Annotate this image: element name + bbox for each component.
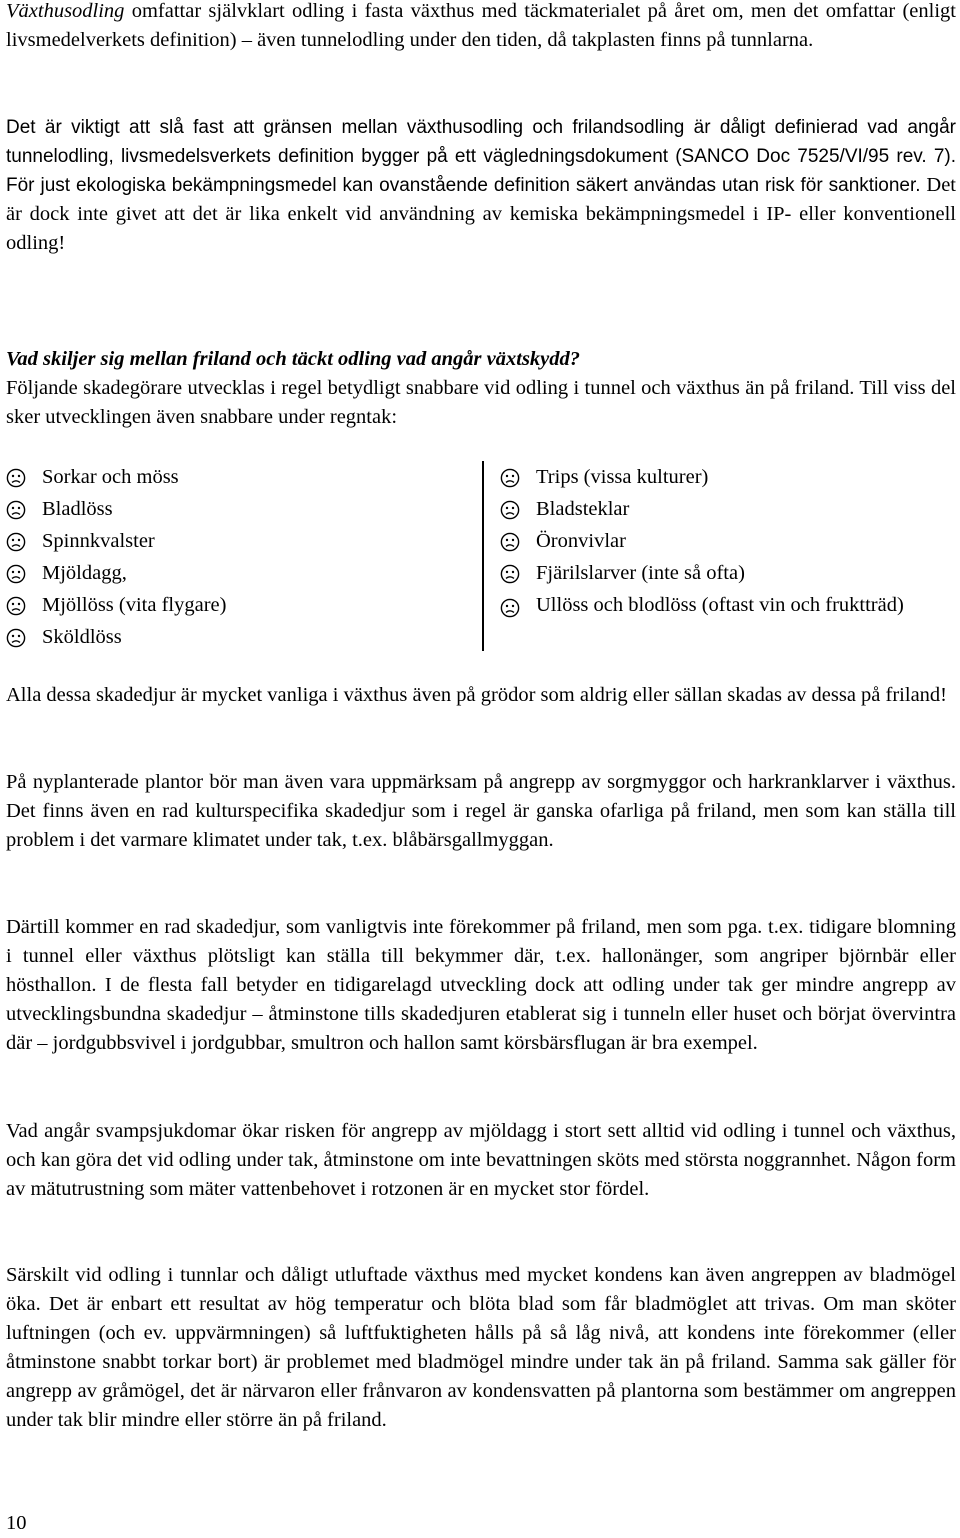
list-item: [500, 591, 956, 620]
list-item: [6, 589, 476, 621]
pest-list-right: [482, 461, 956, 651]
pest-list-left: [6, 461, 476, 653]
frown-face-icon: [500, 564, 520, 584]
list-item: [500, 557, 956, 589]
body-paragraph-1: [6, 681, 956, 710]
pest-label: Ullöss och blodlöss (oftast vin och fruktträd): [536, 594, 904, 616]
intro-paragraph: [6, 0, 956, 55]
body-paragraph-5: [6, 1261, 956, 1435]
frown-face-icon: [500, 468, 520, 488]
definition-sans-text: Det är viktigt att slå fast att gränsen mellan växthusodling och frilandsodling är dåligt definierad vad angår tunnelodling, livsmedelsverkets definition bygger på ett vägledningsdokument (SANCO Doc 7525/VI/95 rev. 7). För just ekologiska bekämpningsmedel kan ovanstående definition säkert användas utan risk för sanktioner.: [6, 117, 956, 196]
pest-label: Öronvivlar: [536, 530, 626, 552]
frown-face-icon: [500, 598, 520, 618]
pest-label: Trips (vissa kulturer): [536, 466, 709, 488]
document-page: [6, 0, 956, 1537]
list-item: [500, 525, 956, 557]
body-paragraph-2: [6, 768, 956, 855]
definition-paragraph: [6, 113, 956, 258]
intro-term: Växthusodling: [6, 0, 125, 22]
pest-label: Sorkar och möss: [42, 466, 179, 488]
pest-label: Fjärilslarver (inte så ofta): [536, 562, 745, 584]
list-item: [500, 461, 956, 493]
pest-label: Sköldlöss: [42, 626, 122, 648]
list-item: [6, 493, 476, 525]
list-item: [6, 525, 476, 557]
frown-face-icon: [6, 564, 26, 584]
section-heading: [6, 345, 956, 374]
definition-serif-text: Det är dock inte givet att det är lika enkelt vid användning av kemiska bekämpningsmedel i IP- eller konventionell odling!: [6, 174, 956, 254]
paragraph-text: På nyplanterade plantor bör man även vara uppmärksam på angrepp av sorgmyggor och harkranklarver i växthus. Det finns även en rad kulturspecifika skadedjur som i regel är ganska ofarliga på friland, men som kan ställa till problem i det varmare klimatet under tak, t.ex. blåbärsgallmyggan.: [6, 771, 956, 851]
frown-face-icon: [6, 596, 26, 616]
frown-face-icon: [6, 532, 26, 552]
paragraph-text: Vad angår svampsjukdomar ökar risken för angrepp av mjöldagg i stort sett alltid vid odling i tunnel och växthus, och kan göra det vid odling under tak, åtminstone om inte bevattningen sköts med största noggrannhet. Någon form av mätutrustning som mäter vattenbehovet i rotzonen är en mycket stor fördel.: [6, 1120, 956, 1200]
list-item: [6, 557, 476, 589]
page-number: 10: [6, 1512, 27, 1534]
frown-face-icon: [6, 500, 26, 520]
pest-label: Mjöldagg,: [42, 562, 127, 584]
section-intro: [6, 374, 956, 432]
paragraph-text: Särskilt vid odling i tunnlar och dåligt utluftade växthus med mycket kondens kan även angreppen av bladmögel öka. Det är enbart ett resultat av hög temperatur och blöta blad som får bladmöglet att trivas. Om man sköter luftningen (och ev. uppvärmningen) så luftfuktigheten hålls på så låg nivå, att kondens inte förekommer (eller åtminstone snabbt torkar bort) är problemet med bladmögel mindre under tak än på friland. Samma sak gäller för angrepp av gråmögel, det är närvaron eller frånvaron av kondensvatten på plantorna som bestämmer om angreppen under tak blir mindre eller större än på friland.: [6, 1264, 956, 1431]
section-intro-text: Följande skadegörare utvecklas i regel betydligt snabbare vid odling i tunnel och växthus än på friland. Till viss del sker utvecklingen även snabbare under regntak:: [6, 377, 956, 428]
body-paragraph-4: [6, 1117, 956, 1204]
list-item: [6, 461, 476, 493]
section-heading-text: Vad skiljer sig mellan friland och täckt odling vad angår växtskydd?: [6, 348, 581, 370]
frown-face-icon: [6, 628, 26, 648]
pest-label: Bladlöss: [42, 498, 113, 520]
frown-face-icon: [500, 532, 520, 552]
pest-label: Bladsteklar: [536, 498, 630, 520]
list-item: [6, 621, 476, 653]
body-paragraph-3: [6, 913, 956, 1058]
paragraph-text: Därtill kommer en rad skadedjur, som vanligtvis inte förekommer på friland, men som pga. t.ex. tidigare blomning i tunnel eller växthus plötsligt kan ställa till bekymmer där, t.ex. hallonänger, som angriper björnbär eller hösthallon. I de flesta fall betyder en tidigarelagd utveckling dock att odling under tak ger mindre angrepp av utvecklingsbundna skadedjur – åtminstone tills skadedjuren etablerat sig i tunneln eller huset och börjat övervintra där – jordgubbsvivel i jordgubbar, smultron och hallon samt körsbärsflugan är bra exempel.: [6, 916, 956, 1054]
paragraph-text: Alla dessa skadedjur är mycket vanliga i växthus även på grödor som aldrig eller sällan skadas av dessa på friland!: [6, 684, 947, 706]
list-item: [500, 493, 956, 525]
pest-label: Mjöllöss (vita flygare): [42, 594, 227, 616]
pest-label: Spinnkvalster: [42, 530, 155, 552]
frown-face-icon: [6, 468, 26, 488]
frown-face-icon: [500, 500, 520, 520]
intro-text: omfattar självklart odling i fasta växthus med täckmaterialet på året om, men det omfattar (enligt livsmedelverkets definition) – även tunnelodling under den tiden, då takplasten finns på tunnlarna.: [6, 0, 956, 51]
